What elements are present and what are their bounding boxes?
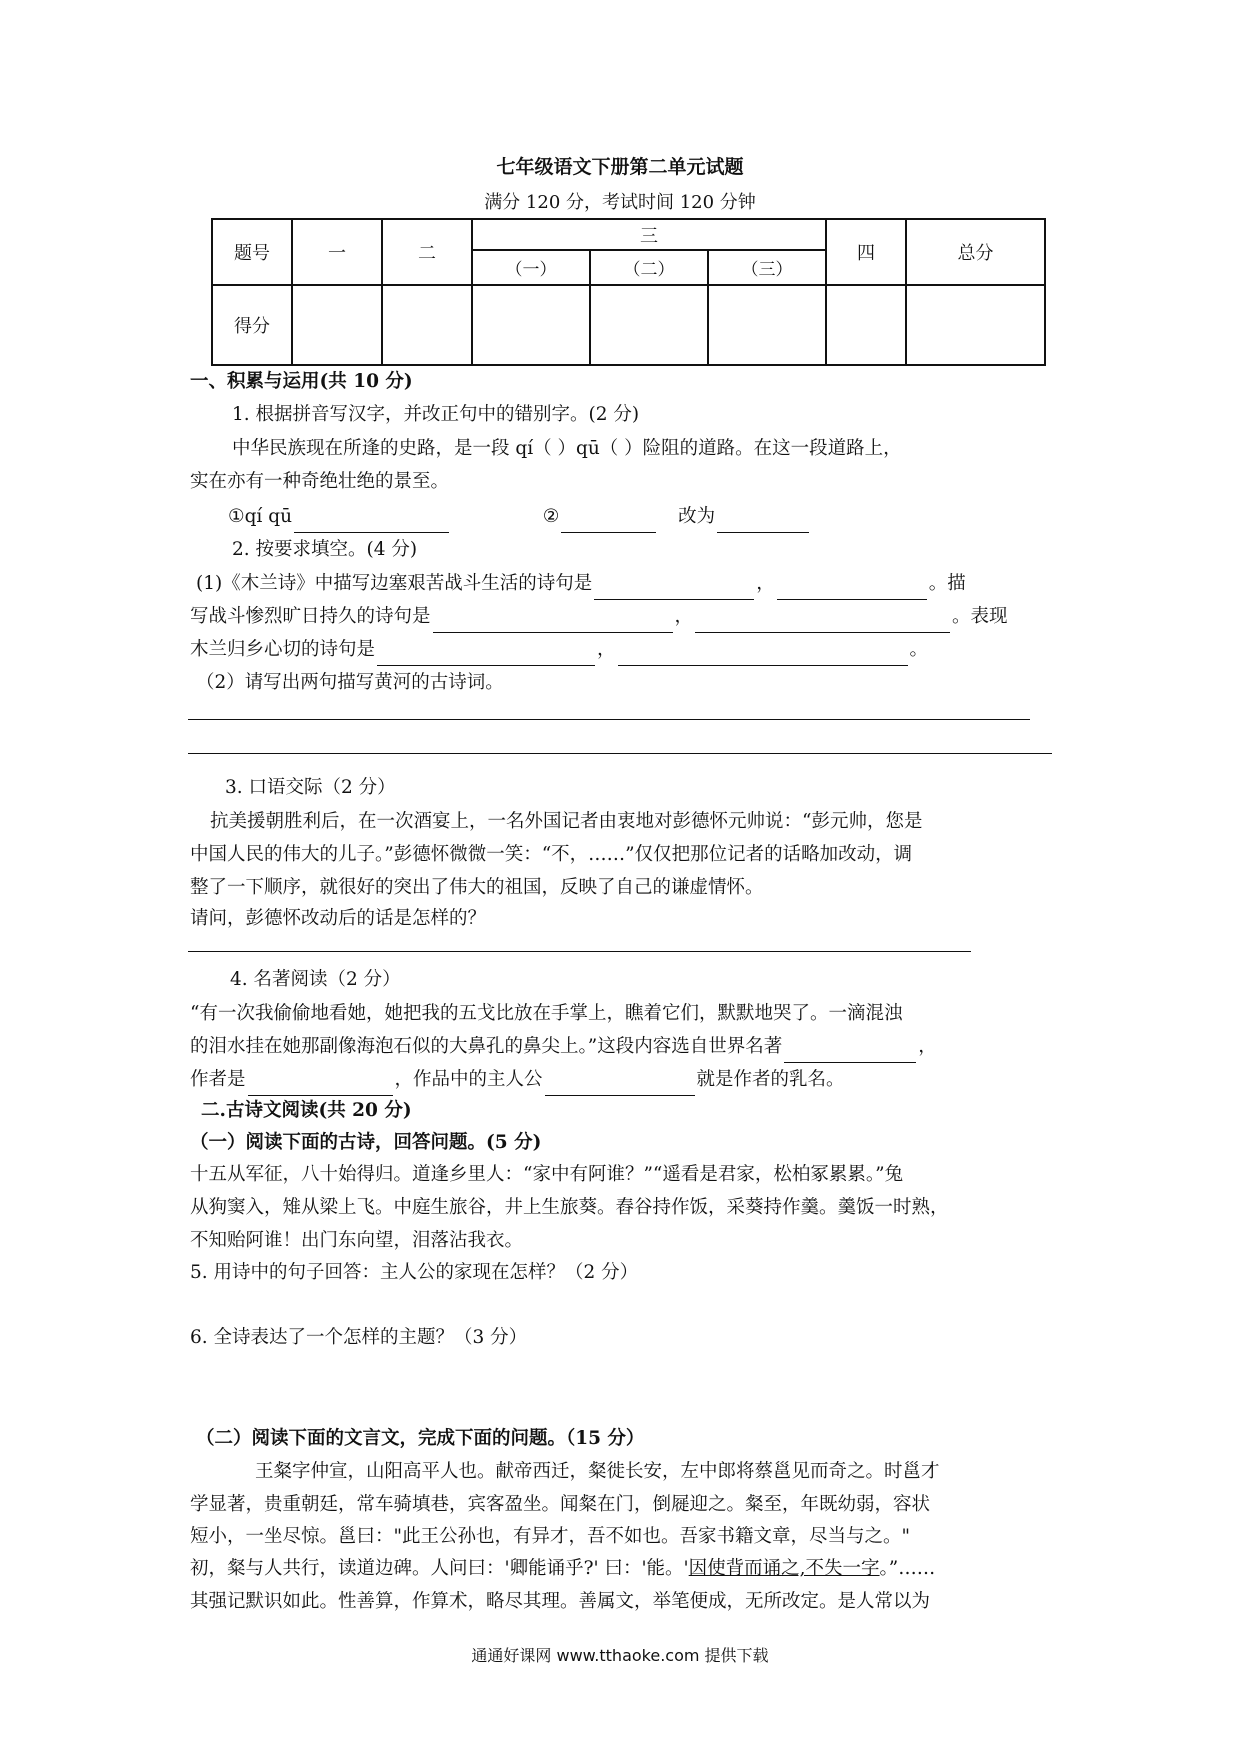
q4-line-3 — [190, 1063, 845, 1096]
score-table-col-3-sub-3: （三） — [708, 250, 826, 285]
classical-line-1: 王粲字仲宣，山阳高平人也。献帝西迁，粲徙长安，左中郎将蔡邕见而奇之。时邕才 — [255, 1461, 940, 1482]
q2-p2: （2）请写出两句描写黄河的古诗词。 — [196, 672, 504, 693]
q2-prompt: 2. 按要求填空。(4 分) — [232, 539, 418, 560]
q2-p1-text: 。表现 — [952, 606, 1008, 627]
q2-blank[interactable] — [594, 577, 754, 600]
q2-blank[interactable] — [777, 577, 927, 600]
score-table-col-3-sub-1: （一） — [472, 250, 590, 285]
q4-line-1: “有一次我偷偷地看她，她把我的五戈比放在手掌上，瞧着它们，默默地哭了。一滴混浊 — [190, 1003, 903, 1024]
q2-p1-text: 木兰归乡心切的诗句是 — [190, 639, 376, 660]
q1-answer-row — [228, 500, 811, 533]
classical-text: 初，粲与人共行，读道边碑。人问曰：'卿能诵乎?' 曰：'能。' — [190, 1558, 689, 1579]
q3-line-4: 请问，彭德怀改动后的话是怎样的？ — [190, 908, 487, 929]
underlined-sentence: 因使背而诵之,不失一字 — [688, 1558, 880, 1579]
section-2-part-2-heading: （二）阅读下面的文言文，完成下面的问题。（15 分） — [196, 1428, 645, 1449]
score-cell[interactable] — [590, 285, 708, 365]
q4-blank-author[interactable] — [248, 1073, 393, 1096]
q2-p1-text: 。描 — [928, 573, 966, 594]
q2-blank[interactable] — [377, 643, 595, 666]
score-table-row-label: 得分 — [212, 285, 292, 365]
q4-text: 就是作者的乳名。 — [696, 1069, 845, 1090]
score-table — [211, 218, 1046, 366]
q4-text: 的泪水挂在她那副像海泡石似的大鼻孔的鼻尖上。”这段内容选自世界名著 — [190, 1036, 783, 1057]
q4-blank-book[interactable] — [784, 1040, 916, 1063]
q1-answer-b-blank[interactable] — [561, 510, 656, 533]
comma: ， — [756, 573, 775, 594]
score-cell[interactable] — [382, 285, 472, 365]
q6-prompt: 6. 全诗表达了一个怎样的主题？（3 分） — [190, 1327, 528, 1348]
comma: ， — [597, 639, 616, 660]
q2-p1-line-1 — [196, 567, 966, 600]
score-table-col-3-sub-2: （二） — [590, 250, 708, 285]
q2-blank[interactable] — [618, 643, 908, 666]
classical-text: 。”…… — [879, 1558, 936, 1579]
q4-text: 作者是 — [190, 1069, 246, 1090]
poem-line-1: 十五从军征，八十始得归。道逢乡里人：“家中有阿谁？”“遥看是君家，松柏冢累累。”兔 — [190, 1164, 904, 1185]
classical-line-3: 短小，一坐尽惊。邕曰："此王公孙也，有异才，吾不如也。吾家书籍文章，尽当与之。" — [190, 1526, 911, 1547]
q3-line-3: 整了一下顺序，就很好的突出了伟大的祖国，反映了自己的谦虚情怀。 — [190, 877, 764, 898]
q3-prompt: 3. 口语交际（2 分） — [225, 777, 396, 798]
q2-blank[interactable] — [695, 610, 950, 633]
q1-text-line-1: 中华民族现在所逢的史路，是一段 qí（ ）qū（ ）险阻的道路。在这一段道路上， — [232, 438, 902, 459]
q4-prompt: 4. 名著阅读（2 分） — [230, 969, 401, 990]
q2-p1-text: 写战斗惨烈旷日持久的诗句是 — [190, 606, 431, 627]
q4-text: ， — [918, 1036, 937, 1057]
score-cell[interactable] — [292, 285, 382, 365]
q1-answer-b-label: ② — [542, 506, 560, 527]
classical-line-2: 学显著，贵重朝廷，常车骑填巷，宾客盈坐。闻粲在门，倒屣迎之。粲至，年既幼弱，容状 — [190, 1494, 931, 1515]
q1-answer-a-blank[interactable] — [294, 510, 449, 533]
q3-line-2: 中国人民的伟大的儿子。”彭德怀微微一笑：“不，……”仅仅把那位记者的话略加改动，调 — [190, 844, 913, 865]
score-table-col-3: 三 — [472, 219, 826, 250]
q3-line-1: 抗美援朝胜利后，在一次酒宴上，一名外国记者由衷地对彭德怀元帅说：“彭元帅，您是 — [210, 811, 923, 832]
q4-text: ，作品中的主人公 — [394, 1069, 543, 1090]
answer-line[interactable] — [188, 951, 971, 952]
answer-line[interactable] — [188, 753, 1052, 754]
page-title: 七年级语文下册第二单元试题 — [496, 156, 744, 178]
score-cell[interactable] — [826, 285, 906, 365]
q2-blank[interactable] — [433, 610, 673, 633]
section-2-part-1-heading: （一）阅读下面的古诗，回答问题。(5 分) — [190, 1132, 542, 1153]
q2-p1-line-3 — [190, 633, 928, 666]
q2-p1-line-2 — [190, 600, 1008, 633]
q2-p1-text: (1)《木兰诗》中描写边塞艰苦战斗生活的诗句是 — [196, 573, 593, 594]
score-table-col-total: 总分 — [906, 219, 1045, 285]
q1-answer-c-label: 改为 — [678, 506, 716, 527]
footer-text: 通通好课网 www.tthaoke.com 提供下载 — [471, 1646, 769, 1665]
q1-answer-c-blank[interactable] — [717, 510, 809, 533]
page-subtitle: 满分 120 分，考试时间 120 分钟 — [484, 192, 756, 213]
comma: ， — [674, 606, 694, 627]
section-1-heading: 一、积累与运用(共 10 分) — [190, 371, 413, 392]
q2-p1-text: 。 — [909, 639, 929, 660]
score-cell[interactable] — [472, 285, 590, 365]
score-cell[interactable] — [708, 285, 826, 365]
poem-line-2: 从狗窦入，雉从梁上飞。中庭生旅谷，井上生旅葵。舂谷持作饭，采葵持作羹。羹饭一时熟， — [190, 1197, 949, 1218]
score-table-col-2: 二 — [382, 219, 472, 285]
poem-line-3: 不知贻阿谁！出门东向望，泪落沾我衣。 — [190, 1230, 524, 1251]
classical-line-5: 其强记默识如此。性善算，作算术，略尽其理。善属文，举笔便成，无所改定。是人常以为 — [190, 1591, 931, 1612]
q4-line-2 — [190, 1030, 937, 1063]
score-table-col-4: 四 — [826, 219, 906, 285]
q1-answer-a-label: ①qí qū — [228, 506, 292, 527]
answer-line[interactable] — [188, 719, 1030, 720]
score-cell[interactable] — [906, 285, 1045, 365]
section-2-heading: 二.古诗文阅读(共 20 分) — [201, 1100, 412, 1121]
score-table-header-label: 题号 — [212, 219, 292, 285]
q1-prompt: 1. 根据拼音写汉字，并改正句中的错别字。(2 分) — [232, 404, 640, 425]
score-table-col-1: 一 — [292, 219, 382, 285]
q5-prompt: 5. 用诗中的句子回答：主人公的家现在怎样？（2 分） — [190, 1262, 639, 1283]
q4-blank-hero[interactable] — [545, 1073, 695, 1096]
q1-text-line-2: 实在亦有一种奇绝壮绝的景至。 — [190, 471, 450, 492]
classical-line-4 — [190, 1552, 935, 1585]
